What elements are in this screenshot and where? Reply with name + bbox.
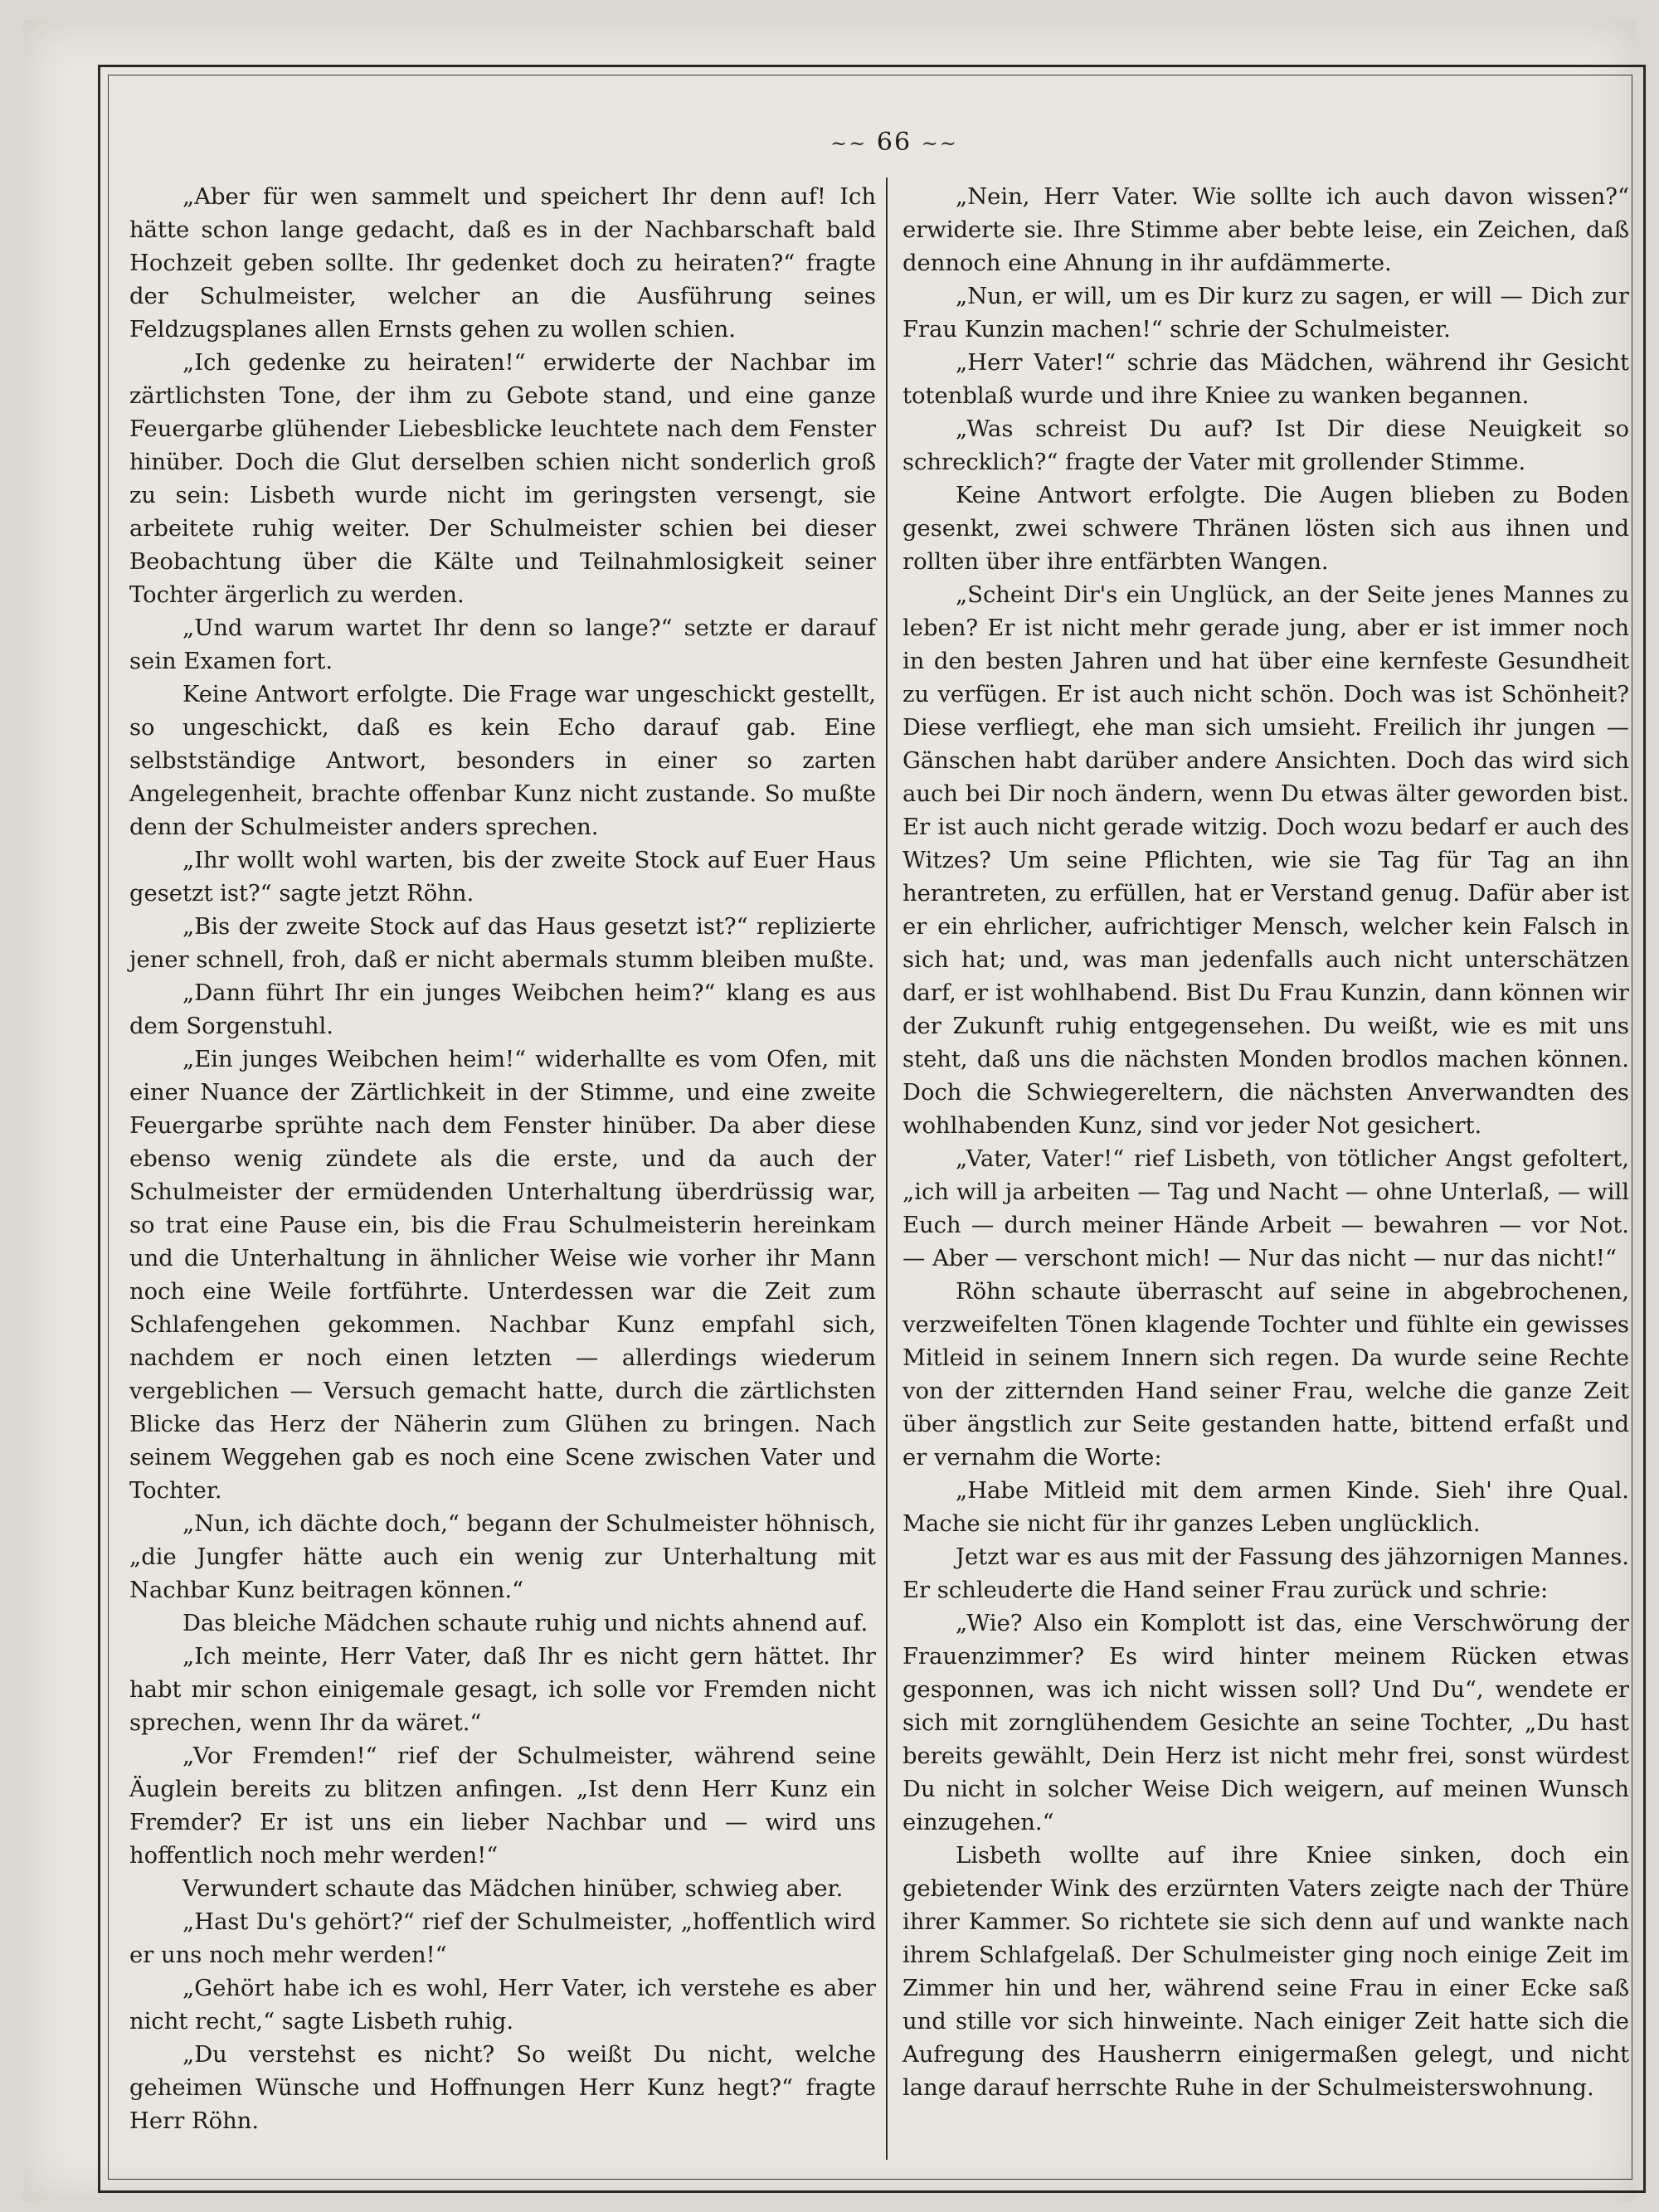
- paragraph: „Bis der zweite Stock auf das Haus gesetzt ist?“ replizierte jener schnell, froh, daß er nicht abermals stumm bleiben mußte.: [129, 914, 876, 973]
- paragraph: Jetzt war es aus mit der Fassung des jähzornigen Mannes. Er schleuderte die Hand seiner Frau zurück und schrie:: [902, 1544, 1629, 1603]
- paragraph: „Und warum wartet Ihr denn so lange?“ setzte er darauf sein Examen fort.: [129, 615, 876, 674]
- paragraph: „Ich meinte, Herr Vater, daß Ihr es nicht gern hättet. Ihr habt mir schon einigemale gesagt, ich solle vor Fremden nicht sprechen, wenn Ihr da wäret.“: [129, 1644, 876, 1736]
- column-divider: [886, 177, 888, 2160]
- paragraph: „Du verstehst es nicht? So weißt Du nicht, welche geheimen Wünsche und Hoffnungen Herr Kunz hegt?“ fragte Herr Röhn.: [129, 2042, 876, 2134]
- paragraph: „Ihr wollt wohl warten, bis der zweite Stock auf Euer Haus gesetzt ist?“ sagte jetzt Röhn.: [129, 848, 876, 907]
- paragraph: „Wie? Also ein Komplott ist das, eine Verschwörung der Frauenzimmer? Es wird hinter meinem Rücken etwas gesponnen, was ich nicht wissen soll? Und Du“, wendete er sich mit zornglühendem Gesichte an seine Tochter, „Du hast bereits gewählt, Dein Herz ist nicht mehr frei, sonst würdest Du nicht in solcher Weise Dich weigern, auf meinen Wunsch einzugehen.“: [902, 1611, 1629, 1835]
- paragraph: „Herr Vater!“ schrie das Mädchen, während ihr Gesicht totenblaß wurde und ihre Kniee zu wanken begannen.: [902, 350, 1629, 409]
- paragraph: „Dann führt Ihr ein junges Weibchen heim?“ klang es aus dem Sorgenstuhl.: [129, 980, 876, 1039]
- paragraph: „Aber für wen sammelt und speichert Ihr denn auf! Ich hätte schon lange gedacht, daß es in der Nachbarschaft bald Hochzeit geben sollte. Ihr gedenket doch zu heiraten?“ fragte der Schulmeister, welcher an die Ausführung seines Feldzugsplanes allen Ernsts gehen zu wollen schien.: [129, 184, 876, 343]
- paragraph: „Habe Mitleid mit dem armen Kinde. Sieh' ihre Qual. Mache sie nicht für ihr ganzes Leben unglücklich.: [902, 1478, 1629, 1537]
- paragraph: „Vater, Vater!“ rief Lisbeth, von tötlicher Angst gefoltert, „ich will ja arbeiten — Tag und Nacht — ohne Unterlaß, — will Euch — durch meiner Hände Arbeit — bewahren — vor Not. — Aber — verschont mich! — Nur das nicht — nur das nicht!“: [902, 1146, 1629, 1271]
- paragraph: „Nein, Herr Vater. Wie sollte ich auch davon wissen?“ erwiderte sie. Ihre Stimme aber bebte leise, ein Zeichen, daß dennoch eine Ahnung in ihr aufdämmerte.: [902, 184, 1629, 276]
- page-number-header: [770, 128, 1019, 157]
- right-column: [902, 181, 1629, 2105]
- paragraph: „Nun, er will, um es Dir kurz zu sagen, er will — Dich zur Frau Kunzin machen!“ schrie der Schulmeister.: [902, 284, 1629, 343]
- paragraph: „Nun, ich dächte doch,“ begann der Schulmeister höhnisch, „die Jungfer hätte auch ein wenig zur Unterhaltung mit Nachbar Kunz beitragen können.“: [129, 1511, 876, 1603]
- paragraph: Keine Antwort erfolgte. Die Frage war ungeschickt gestellt, so ungeschickt, daß es kein Echo darauf gab. Eine selbstständige Antwort, besonders in einer so zarten Angelegenheit, brachte offenbar Kunz nicht zustande. So mußte denn der Schulmeister anders sprechen.: [129, 682, 876, 840]
- left-column: [129, 181, 876, 2138]
- paragraph: „Was schreist Du auf? Ist Dir diese Neuigkeit so schrecklich?“ fragte der Vater mit grollender Stimme.: [902, 416, 1629, 475]
- book-page: [23, 20, 1636, 2201]
- ornament-left: ~~: [830, 132, 868, 155]
- paragraph: „Ich gedenke zu heiraten!“ erwiderte der Nachbar im zärtlichsten Tone, der ihm zu Gebote stand, und eine ganze Feuergarbe glühender Liebesblicke leuchtete nach dem Fenster hinüber. Doch die Glut derselben schien nicht sonderlich groß zu sein: Lisbeth wurde nicht im geringsten versengt, sie arbeitete ruhig weiter. Der Schulmeister schien bei dieser Beobachtung über die Kälte und Teilnahmlosigkeit seiner Tochter ärgerlich zu werden.: [129, 350, 876, 608]
- paragraph: „Gehört habe ich es wohl, Herr Vater, ich verstehe es aber nicht recht,“ sagte Lisbeth ruhig.: [129, 1976, 876, 2035]
- paragraph: „Vor Fremden!“ rief der Schulmeister, während seine Äuglein bereits zu blitzen anfingen. „Ist denn Herr Kunz ein Fremder? Er ist uns ein lieber Nachbar und — wird uns hoffentlich noch mehr werden!“: [129, 1743, 876, 1869]
- page-number: 66: [876, 128, 912, 157]
- paragraph: Das bleiche Mädchen schaute ruhig und nichts ahnend auf.: [182, 1611, 868, 1636]
- paragraph: Verwundert schaute das Mädchen hinüber, schwieg aber.: [182, 1876, 844, 1902]
- paragraph: Keine Antwort erfolgte. Die Augen blieben zu Boden gesenkt, zwei schwere Thränen lösten sich aus ihnen und rollten über ihre entfärbten Wangen.: [902, 483, 1629, 575]
- paragraph: „Scheint Dir's ein Unglück, an der Seite jenes Mannes zu leben? Er ist nicht mehr gerade jung, aber er ist immer noch in den besten Jahren und hat über eine kernfeste Gesundheit zu verfügen. Er ist auch nicht schön. Doch was ist Schönheit? Diese verfliegt, ehe man sich umsieht. Freilich ihr jungen — Gänschen habt darüber andere Ansichten. Doch das wird sich auch bei Dir noch ändern, wenn Du etwas älter geworden bist. Er ist auch nicht gerade witzig. Doch wozu bedarf er auch des Witzes? Um seine Pflichten, wie sie Tag für Tag an ihn herantreten, zu erfüllen, hat er Verstand genug. Dafür aber ist er ein ehrlicher, aufrichtiger Mensch, welcher kein Falsch in sich hat; und, was man jedenfalls auch nicht unterschätzen darf, er ist wohlhabend. Bist Du Frau Kunzin, dann können wir der Zukunft ruhig entgegensehen. Du weißt, wie es mit uns steht, daß uns die nächsten Monden brodlos machen können. Doch die Schwiegereltern, die nächsten Anverwandten des wohlhabenden Kunz, sind vor jeder Not gesichert.: [902, 582, 1629, 1139]
- paragraph: „Ein junges Weibchen heim!“ widerhallte es vom Ofen, mit einer Nuance der Zärtlichkeit in der Stimme, und eine zweite Feuergarbe sprühte nach dem Fenster hinüber. Da aber diese ebenso wenig zündete als die erste, und da auch der Schulmeister der ermüdenden Unterhaltung überdrüssig war, so trat eine Pause ein, bis die Frau Schulmeisterin hereinkam und die Unterhaltung in ähnlicher Weise wie vorher ihr Mann noch eine Weile fortführte. Unterdessen war die Zeit zum Schlafengehen gekommen. Nachbar Kunz empfahl sich, nachdem er noch einen letzten — allerdings wiederum vergeblichen — Versuch gemacht hatte, durch die zärtlichsten Blicke das Herz der Näherin zum Glühen zu bringen. Nach seinem Weggehen gab es noch eine Scene zwischen Vater und Tochter.: [129, 1047, 876, 1504]
- paragraph: Röhn schaute überrascht auf seine in abgebrochenen, verzweifelten Tönen klagende Tochter und fühlte ein gewisses Mitleid in seinem Innern sich regen. Da wurde seine Rechte von der zitternden Hand seiner Frau, welche die ganze Zeit über ängstlich zur Seite gestanden hatte, bittend erfaßt und er vernahm die Worte:: [902, 1279, 1629, 1471]
- paragraph: „Hast Du's gehört?“ rief der Schulmeister, „hoffentlich wird er uns noch mehr werden!“: [129, 1909, 876, 1968]
- paragraph: Lisbeth wollte auf ihre Kniee sinken, doch ein gebietender Wink des erzürnten Vaters zeigte nach der Thüre ihrer Kammer. So richtete sie sich denn auf und wankte nach ihrem Schlafgelaß. Der Schulmeister ging noch einige Zeit im Zimmer hin und her, während seine Frau in einer Ecke saß und stille vor sich hinweinte. Nach einiger Zeit hatte sich die Aufregung des Hausherrn einigermaßen gelegt, und nicht lange darauf herrschte Ruhe in der Schulmeisterswohnung.: [902, 1843, 1629, 2101]
- ornament-right: ~~: [921, 132, 958, 155]
